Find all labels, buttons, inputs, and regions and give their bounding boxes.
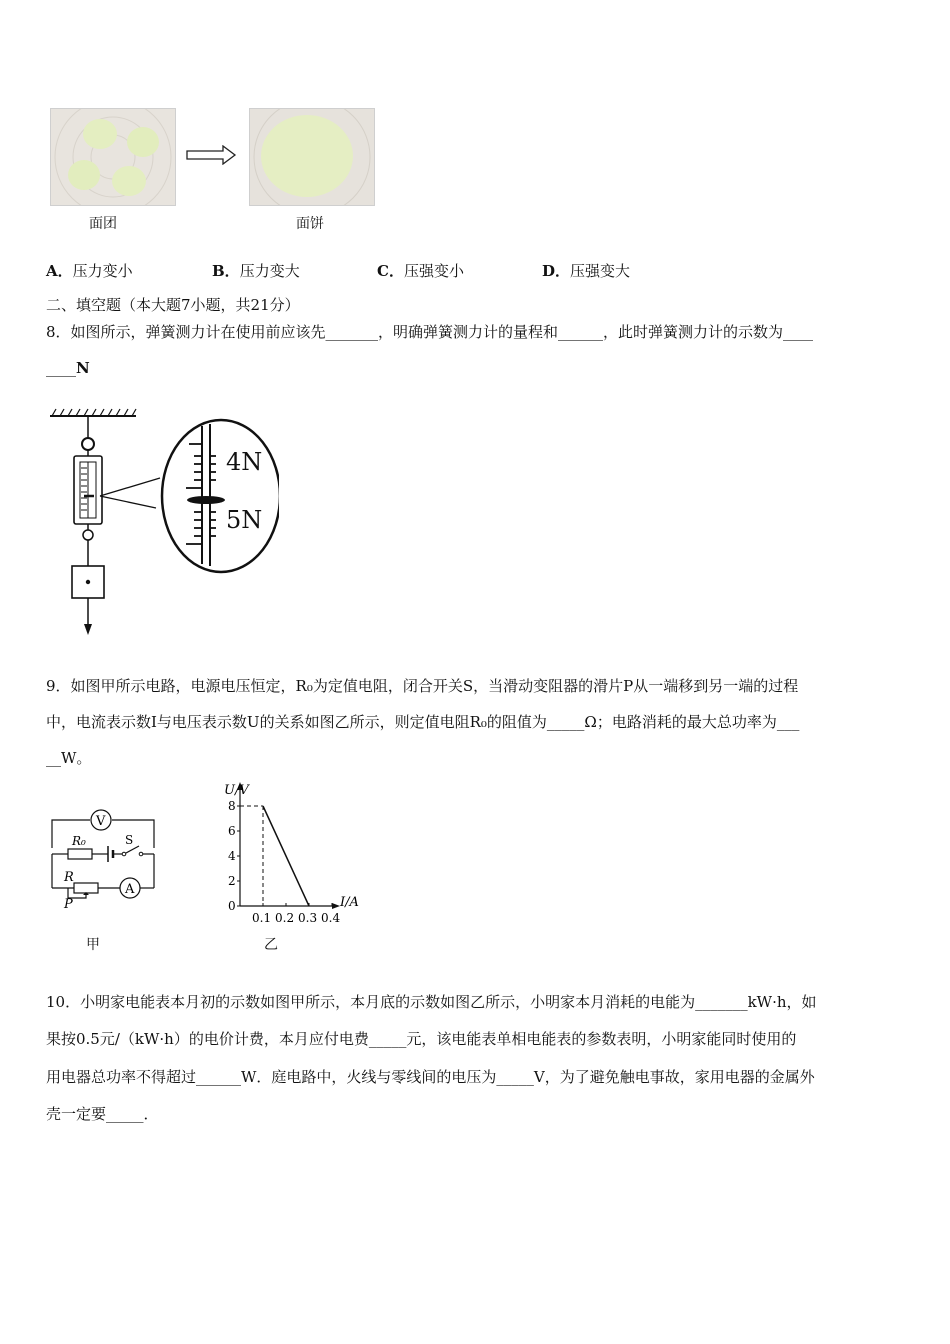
ammeter-label: A: [125, 882, 135, 897]
option-b: B．压力变大: [212, 262, 300, 280]
dough-balls-photo: [50, 108, 174, 204]
q10-line4: 壳一定要_____．: [46, 1105, 159, 1123]
series-line: [263, 806, 309, 906]
y-tick-label: 8: [228, 799, 236, 813]
option-a: A．压力变小: [46, 262, 133, 280]
graph-caption: 乙: [264, 937, 278, 953]
q9-line1: 9．如图甲所示电路，电源电压恒定，R₀为定值电阻，闭合开关S，当滑动变阻器的滑片P从一端移到另一端的过程: [46, 677, 799, 695]
r-label: R: [64, 870, 74, 885]
q10-line2: 果按0.5元/（kW·h）的电价计费，本月应付电费_____元，该电能表单相电能表的参数表明，小明家能同时使用的: [46, 1030, 797, 1048]
y-tick-label: 4: [228, 849, 236, 863]
section-title: 二、填空题（本大题7小题，共21分）: [46, 296, 300, 314]
option-d: D．压强变大: [542, 262, 631, 280]
x-tick-label: 0.2: [275, 911, 295, 925]
q8-line1: 8．如图所示，弹簧测力计在使用前应该先_______，明确弹簧测力计的量程和______，此时弹簧测力计的示数为____: [46, 323, 814, 341]
y-tick-label: 2: [228, 874, 236, 888]
option-c: C．压强变小: [377, 262, 464, 280]
y-tick-label: 6: [228, 824, 236, 838]
x-tick-label: 0.1: [252, 911, 272, 925]
q10-line1: 10．小明家电能表本月初的示数如图甲所示，本月底的示数如图乙所示，小明家本月消耗的电能为_______kW·h，如: [46, 993, 817, 1011]
cake-caption: 面饼: [296, 216, 324, 232]
q8-line2: ____N: [46, 359, 90, 377]
x-axis-label: I/A: [340, 895, 359, 910]
y-tick-label: 0: [228, 899, 236, 913]
voltmeter-label: V: [96, 814, 106, 829]
dough-cake-photo: [249, 108, 373, 204]
q9-line2: 中，电流表示数I与电压表示数U的关系如图乙所示，则定值电阻R₀的阻值为_____Ω；电路消耗的最大总功率为___: [46, 713, 800, 731]
y-axis-label: U/V: [224, 783, 249, 798]
q10-line3: 用电器总功率不得超过______W．庭电路中，火线与零线间的电压为_____V，为了避免触电事故，家用电器的金属外: [46, 1068, 815, 1086]
ui-graph: [196, 780, 366, 925]
spring-scale-figure: [44, 404, 279, 640]
arrow-icon: [185, 145, 237, 165]
q9-line3: __W。: [46, 749, 92, 767]
x-tick-label: 0.3: [298, 911, 318, 925]
circuit-caption: 甲: [86, 937, 100, 953]
circuit-diagram: [46, 806, 158, 910]
r0-label: R₀: [72, 834, 86, 848]
scale-label-5n: 5N: [226, 506, 263, 534]
x-tick-label: 0.4: [321, 911, 341, 925]
x-axis-arrow: [332, 903, 340, 909]
switch-label: S: [125, 833, 134, 847]
scale-label-4n: 4N: [226, 448, 263, 476]
dough-caption: 面团: [89, 216, 117, 232]
p-label: P: [64, 897, 73, 910]
